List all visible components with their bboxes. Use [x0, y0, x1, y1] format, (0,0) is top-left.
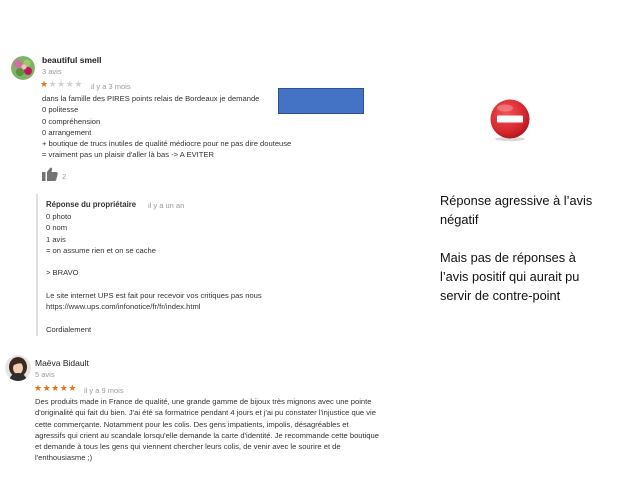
- star-icon: ★: [40, 79, 49, 89]
- thumbs-up-icon[interactable]: [42, 167, 58, 181]
- reviewer-name[interactable]: beautiful smell: [42, 55, 102, 65]
- reply-line: = on assume rien et on se cache: [46, 245, 156, 255]
- owner-reply-text: [46, 211, 262, 335]
- review-time: il y a 3 mois: [91, 82, 131, 91]
- reply-line: [46, 279, 262, 290]
- star-icon: ★: [51, 383, 60, 393]
- star-rating: [40, 79, 83, 90]
- review-line: 0 compréhension: [42, 116, 101, 126]
- review-line: Des produits made in France de qualité, une grande gamme de bijoux très mignons avec une pointe: [35, 397, 372, 406]
- review-line: agressifs qui crient au scandale lorsqu'elle demande la carte d'identité. Je recommande cette boutique: [35, 430, 379, 440]
- avatar[interactable]: [5, 355, 31, 381]
- reply-line: [46, 313, 262, 324]
- review-text: [42, 93, 291, 161]
- annotation-line: l’avis positif qui aurait pu: [440, 269, 580, 284]
- reply-line: Cordialement: [46, 324, 92, 334]
- star-icon: ★: [57, 79, 66, 89]
- reply-line: > BRAVO: [46, 268, 79, 278]
- annotation-line: [440, 229, 630, 248]
- review-line: et demande à tous les gens qui viennent chercher leurs colis, de venir avec le sourire et de: [35, 442, 341, 452]
- annotation-line: Mais pas de réponses à: [440, 250, 576, 265]
- star-icon: ★: [48, 79, 58, 89]
- redaction-box: [278, 88, 364, 114]
- annotation-note: [440, 191, 630, 305]
- reply-line: 0 photo: [46, 212, 72, 221]
- review-line: dans la famille des PIRES points relais de Bordeaux je demande: [42, 94, 260, 103]
- annotation-line: négatif: [440, 212, 479, 227]
- star-icon: ★: [59, 383, 69, 393]
- like-count: 2: [62, 172, 67, 181]
- avatar[interactable]: [11, 56, 35, 80]
- review-line: d'originalité qui fait du bien. J'ai été sa formatrice pendant 4 jours et j'ai pu constater l'injustice que vie: [35, 408, 376, 418]
- review-line: l'enthousiasme ;): [35, 453, 93, 463]
- reply-line: 1 avis: [46, 234, 66, 244]
- review-count: 5 avis: [35, 370, 55, 379]
- annotation-line: servir de contre-point: [440, 288, 561, 303]
- reviewer-name[interactable]: Maëva Bidault: [35, 358, 89, 368]
- reply-line: Le site internet UPS est fait pour recevoir vos critiques pas nous: [46, 291, 262, 301]
- star-icon: ★: [34, 383, 43, 393]
- owner-reply-time: il y a un an: [148, 201, 185, 210]
- review-time: il y a 9 mois: [84, 386, 124, 395]
- star-icon: ★: [74, 79, 83, 89]
- reply-link[interactable]: https://www.ups.com/infonotice/fr/fr/index.html: [46, 302, 201, 312]
- star-icon: ★: [42, 383, 52, 393]
- review-line: 0 politesse: [42, 105, 79, 115]
- review-line: + boutique de trucs inutiles de qualité médiocre pour ne pas dire douteuse: [42, 139, 292, 149]
- review-count: 3 avis: [42, 67, 62, 76]
- review-line: = vraiment pas un plaisir d'aller là bas -> A EVITER: [42, 150, 214, 160]
- review-line: 0 arrangement: [42, 127, 92, 137]
- reply-line: [46, 256, 262, 267]
- review-text: [35, 396, 379, 464]
- star-icon: ★: [65, 79, 75, 89]
- owner-reply-title: Réponse du propriétaire: [46, 200, 137, 209]
- owner-reply: [36, 194, 262, 336]
- review-line: cette commerçante. Notamment pour les colis. Des gens impatients, impolis, désagréables et: [35, 419, 349, 429]
- reply-line: 0 nom: [46, 223, 68, 233]
- annotation-line: Réponse agressive à l’avis: [440, 193, 593, 208]
- star-icon: ★: [68, 383, 77, 393]
- no-entry-icon: [488, 98, 532, 142]
- star-rating: [34, 383, 77, 394]
